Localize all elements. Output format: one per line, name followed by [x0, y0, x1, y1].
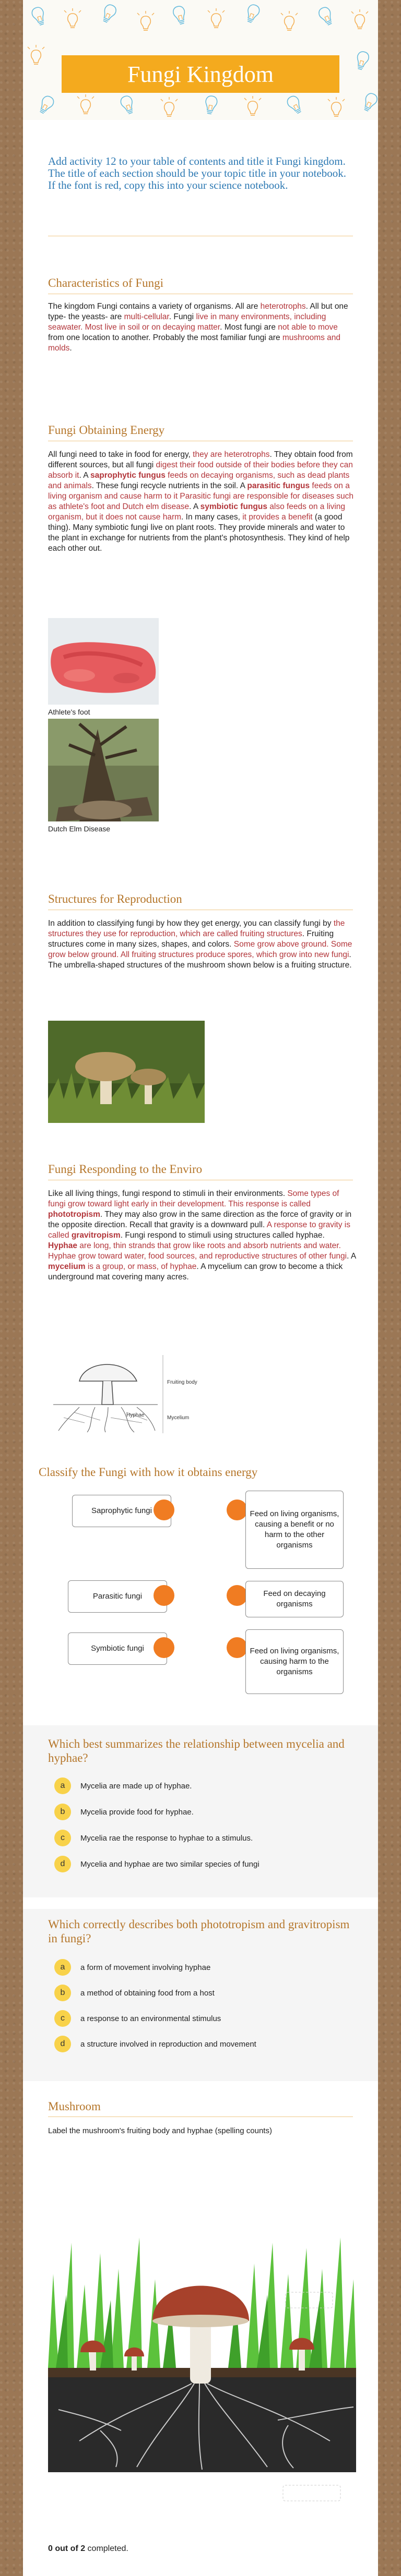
- emphasis-text: they are heterotrophs: [193, 450, 270, 459]
- text-run: All fungi need to take in food for energy,: [48, 450, 193, 459]
- question-2-title: Which correctly describes both phototropism and gravitropism in fungi?: [48, 1918, 350, 1945]
- match-connector-left-2[interactable]: [154, 1585, 174, 1606]
- completion-count: 0 out of 2: [48, 2544, 86, 2553]
- text-run: . They may also grow in the same direction as the force of gravity or in the opposite direction. Recall that gravity is a downward pull.: [48, 1210, 352, 1229]
- text-run: .: [69, 344, 72, 353]
- responding-paragraph: [48, 1189, 356, 1283]
- characteristics-paragraph: [48, 301, 356, 354]
- option-text: a response to an environmental stimulus: [80, 2014, 221, 2023]
- instructions-text: Add activity 12 to your table of contents and title it Fungi kingdom. The title of each section should be your topic title in your notebook. If the font is red, copy this into your science notebook.: [48, 155, 346, 191]
- text-run: . Fungi respond to stimuli using structures called hyphae.: [120, 1231, 325, 1240]
- text-run: . Fungi: [169, 312, 196, 321]
- text-run: The kingdom Fungi contains a variety of organisms. All are: [48, 302, 261, 311]
- right-texture-border: [378, 0, 401, 2576]
- match-left-symbiotic[interactable]: Symbiotic fungi: [68, 1632, 167, 1665]
- match-connector-right-2[interactable]: [227, 1585, 247, 1606]
- text-run: . In many cases,: [181, 513, 243, 522]
- text-run: . They obtain food from different sources, but all fungi: [48, 450, 353, 469]
- mushroom-label-image[interactable]: [48, 2149, 356, 2514]
- match-left-parasitic[interactable]: Parasitic fungi: [68, 1580, 167, 1613]
- emphasis-bold-text: mycelium: [48, 1262, 86, 1271]
- q2-option-b[interactable]: [54, 1982, 347, 2003]
- emphasis-text: Some types of fungi grow toward light early in their development. This response is called: [48, 1189, 339, 1208]
- option-letter-badge: d: [54, 2036, 71, 2052]
- emphasis-text: it provides a benefit: [242, 513, 313, 522]
- option-text: Mycelia rae the response to hyphae to a stimulus.: [80, 1833, 253, 1843]
- emphasis-text: is a group, or mass, of hyphae: [85, 1262, 197, 1271]
- text-run: . A mycelium can grow to become a thick underground mat covering many acres.: [48, 1262, 343, 1281]
- text-run: . Most fungi are: [220, 323, 278, 332]
- text-run: . These fungi recycle nutrients in the soil. A: [91, 481, 247, 490]
- text-run: . The umbrella-shaped structures of the mushroom shown below is a fruiting structure.: [48, 950, 352, 970]
- emphasis-text: Some grow above ground. Some grow below ground. All fruiting structures produce spores, which grow into new fungi: [48, 940, 352, 959]
- mushroom-instruction: Label the mushroom's fruiting body and hyphae (spelling counts): [48, 2126, 272, 2135]
- q1-option-c[interactable]: [54, 1828, 347, 1848]
- diagram-label-mycelium: Mycelium: [167, 1415, 190, 1421]
- caption-dutch-elm: Dutch Elm Disease: [48, 825, 111, 833]
- header-banner: [23, 0, 378, 120]
- q2-option-d[interactable]: [54, 2034, 347, 2054]
- emphasis-text: mushrooms and molds: [48, 333, 341, 353]
- text-run: Like all living things, fungi respond to stimuli in their environments.: [48, 1189, 288, 1198]
- emphasis-text: digest their food outside of their bodies before they can absorb it: [48, 461, 353, 480]
- q2-option-c[interactable]: [54, 2008, 347, 2029]
- emphasis-text: feeds on decaying organisms, such as dead plants and animals: [48, 471, 350, 490]
- option-text: Mycelia and hyphae are two similar species of fungi: [80, 1859, 260, 1869]
- completion-suffix: completed.: [85, 2544, 128, 2553]
- emphasis-text: also feeds on a living organism, but it does not cause harm: [48, 502, 346, 522]
- emphasis-bold-text: gravitropism: [71, 1231, 121, 1240]
- emphasis-bold-text: parasitic fungus: [247, 481, 310, 490]
- question-1-title: Which best summarizes the relationship between mycelia and hyphae?: [48, 1737, 345, 1764]
- option-text: a form of movement involving hyphae: [80, 1963, 211, 1972]
- emphasis-text: multi-cellular: [124, 312, 169, 321]
- energy-paragraph: [48, 450, 356, 554]
- match-connector-left-3[interactable]: [154, 1637, 174, 1658]
- match-left-saprophytic[interactable]: Saprophytic fungi: [72, 1495, 171, 1527]
- emphasis-bold-text: Hyphae: [48, 1241, 77, 1250]
- mycelium-diagram: [48, 1345, 205, 1433]
- emphasis-bold-text: saprophytic fungus: [90, 471, 166, 480]
- emphasis-text: A response to gravity is called: [48, 1220, 350, 1240]
- option-letter-badge: c: [54, 1830, 71, 1846]
- emphasis-text: feeds on a living organism and cause harm to it Parasitic fungi are responsible for diseases such as athlete's foot and Dutch elm disease: [48, 481, 353, 511]
- text-run: In addition to classifying fungi by how they get energy, you can classify fungi by: [48, 919, 334, 928]
- reproduction-paragraph: [48, 918, 356, 971]
- option-letter-badge: c: [54, 2010, 71, 2027]
- text-run: . Fruiting structures come in many sizes, shapes, and colors.: [48, 929, 334, 949]
- option-text: Mycelia are made up of hyphae.: [80, 1781, 192, 1791]
- option-letter-badge: a: [54, 1959, 71, 1976]
- match-right-benefit[interactable]: Feed on living organisms, causing a benefit or no harm to the other organisms: [245, 1491, 344, 1569]
- page-title: Fungi Kingdom: [127, 61, 274, 87]
- section-title-characteristics: Characteristics of Fungi: [48, 276, 164, 289]
- athletes-foot-image: [48, 618, 159, 705]
- q1-option-d[interactable]: [54, 1854, 347, 1874]
- page-title-banner: [62, 55, 339, 93]
- q2-option-a[interactable]: [54, 1957, 347, 1978]
- section-title-reproduction: Structures for Reproduction: [48, 892, 182, 905]
- text-run: (a good thing). Many symbiotic fungi live on plant roots. They provide minerals and water to the plant in exchange for nutrients from the plant's photosynthesis. They kind of help each other out.: [48, 513, 350, 553]
- emphasis-text: not able to move: [278, 323, 338, 332]
- match-connector-left-1[interactable]: [154, 1499, 174, 1520]
- section-title-energy: Fungi Obtaining Energy: [48, 424, 165, 437]
- option-letter-badge: b: [54, 1985, 71, 2001]
- option-letter-badge: b: [54, 1804, 71, 1820]
- option-letter-badge: d: [54, 1856, 71, 1872]
- section-title-responding: Fungi Responding to the Enviro: [48, 1163, 203, 1176]
- emphasis-bold-text: phototropism: [48, 1210, 100, 1219]
- option-letter-badge: a: [54, 1777, 71, 1794]
- mushroom-photo: [48, 1021, 205, 1123]
- text-run: . A: [79, 471, 91, 480]
- text-run: from one location to another. Probably the most familiar fungi are: [48, 333, 282, 342]
- section-title-classify: Classify the Fungi with how it obtains energy: [39, 1466, 258, 1479]
- match-connector-right-3[interactable]: [227, 1637, 247, 1658]
- text-run: . All but one type- the yeasts- are: [48, 302, 348, 321]
- q1-option-b[interactable]: [54, 1801, 347, 1822]
- text-run: . A: [189, 502, 200, 511]
- emphasis-bold-text: symbiotic fungus: [200, 502, 267, 511]
- emphasis-text: are long, thin strands that grow like roots and absorb nutrients and water. Hyphae grow toward water, food sources, and reproductive structures of other fungi: [48, 1241, 347, 1261]
- dutch-elm-disease-image: [48, 719, 159, 821]
- diagram-label-fruiting-body: Fruiting body: [167, 1380, 197, 1385]
- diagram-label-hyphae: Hyphae: [126, 1412, 145, 1418]
- option-text: a structure involved in reproduction and movement: [80, 2039, 256, 2049]
- match-connector-right-1[interactable]: [227, 1499, 247, 1520]
- section-title-mushroom: Mushroom: [48, 2100, 101, 2113]
- emphasis-text: live in many environments, including seawater. Most live in soil or on decaying matter: [48, 312, 326, 332]
- text-run: . A: [347, 1252, 356, 1261]
- emphasis-text: the structures they use for reproduction, which are called fruiting structures: [48, 919, 345, 938]
- caption-athletes-foot: Athlete's foot: [48, 708, 90, 716]
- option-text: Mycelia provide food for hyphae.: [80, 1807, 194, 1817]
- page: [23, 0, 378, 2576]
- match-right-harm[interactable]: Feed on living organisms, causing harm to the organisms: [245, 1629, 344, 1694]
- left-texture-border: [0, 0, 23, 2576]
- completion-status: [48, 2544, 128, 2554]
- q1-option-a[interactable]: [54, 1775, 347, 1796]
- emphasis-text: heterotrophs: [260, 302, 306, 311]
- option-text: a method of obtaining food from a host: [80, 1988, 215, 1998]
- match-right-decaying[interactable]: Feed on decaying organisms: [245, 1581, 344, 1617]
